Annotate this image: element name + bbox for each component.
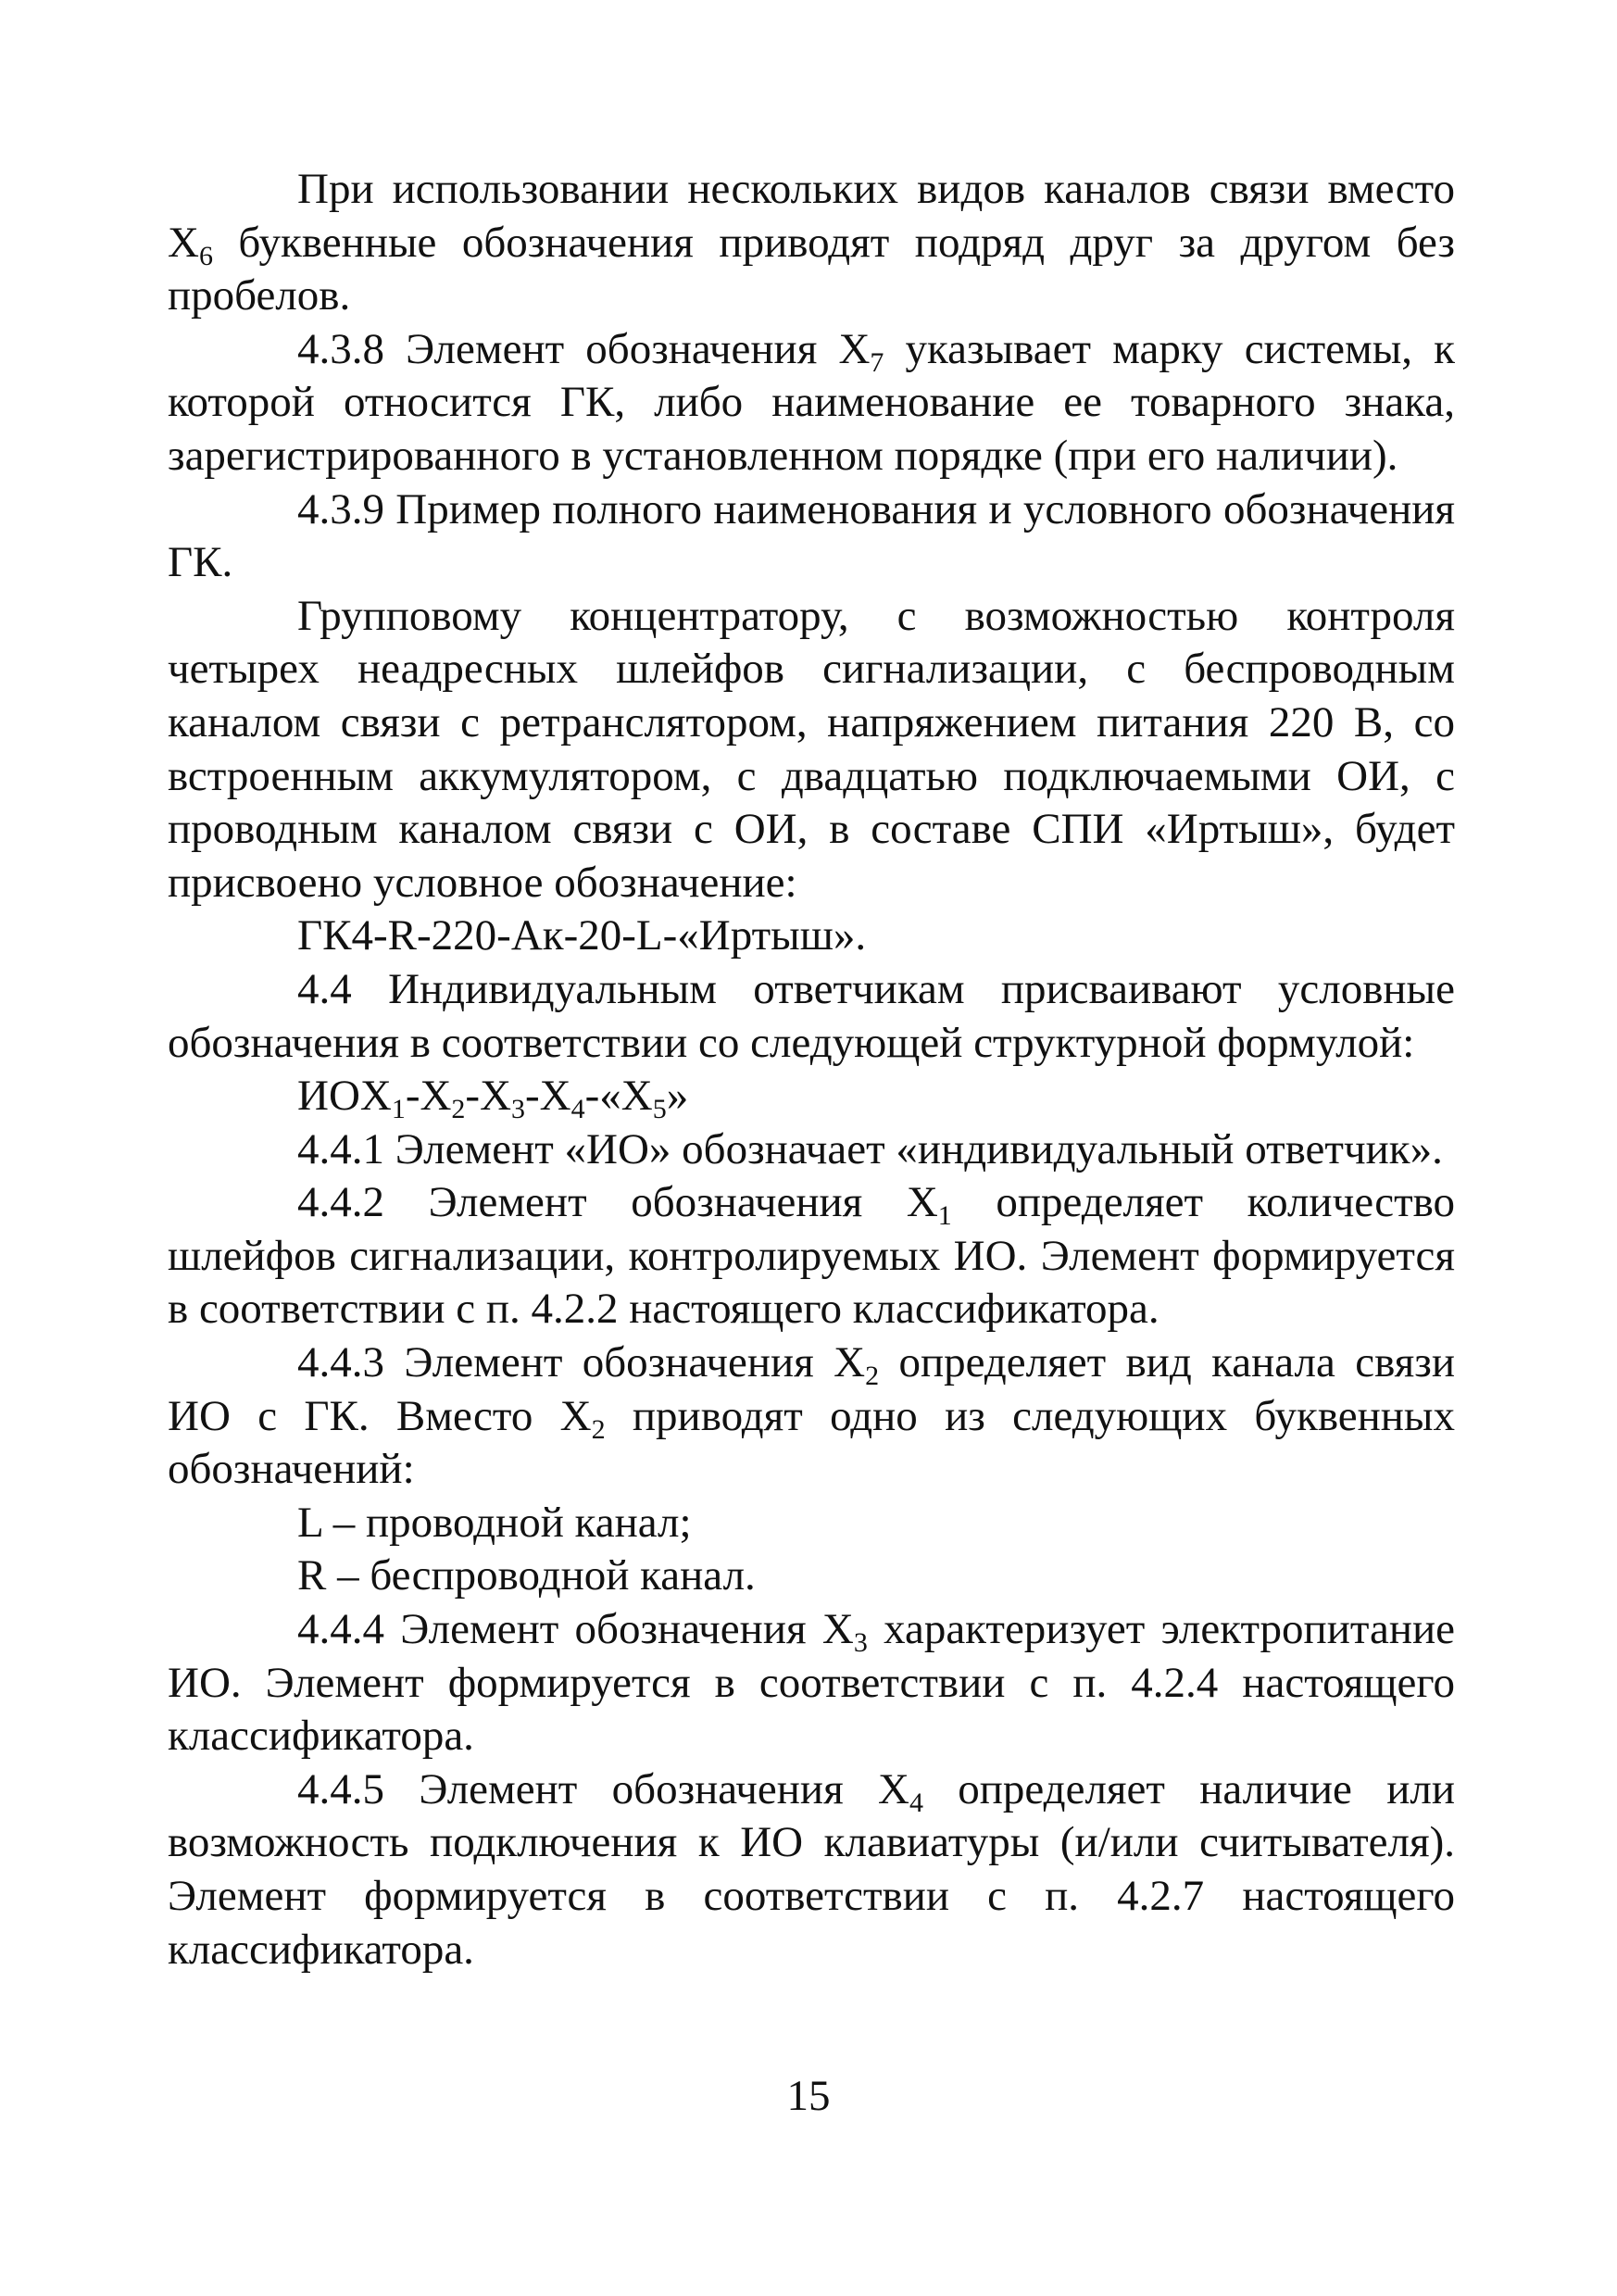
text-run: определяет вид канала связи ИО с ГК. Вместо X [168,1338,1455,1440]
text-run: 4.3.8 Элемент обозначения X [297,324,871,373]
subscript: 5 [652,1094,667,1125]
paragraph [168,590,1455,910]
text-run: определяет наличие или возможность подключения к ИО клавиатуры (и/или считывателя). Элемент формируется в соответствии с п. 4.2.7 настоящего классификатора. [168,1764,1455,1974]
text-run: буквенные обозначения приводят подряд друг за другом без пробелов. [168,218,1455,320]
text-run: -«X [584,1072,653,1121]
text-run: определяет количество шлейфов сигнализации, контролируемых ИО. Элемент формируется в соответствии с п. 4.2.2 настоящего классификатора. [168,1178,1456,1334]
paragraph [168,1497,1455,1550]
text-run: L – проводной канал; [297,1498,692,1547]
text-run: Групповому концентратору, с возможностью контроля четырех неадресных шлейфов сигнализации, с беспроводным каналом связи с ретранслятором, напряжением питания 220 В, со встроенным аккумулятором, с двадцатью подключаемыми ОИ, с проводным каналом связи с ОИ, в составе СПИ «Иртыш», будет присвоено условное обозначение: [168,591,1455,907]
paragraph [168,963,1455,1070]
text-run: 4.4.4 Элемент обозначения X [297,1605,854,1654]
text-run: -X [465,1072,512,1121]
text-run: характеризует электропитание ИО. Элемент формируется в соответствии с п. 4.2.4 настоящего классификатора. [168,1605,1455,1761]
page-number: 15 [786,2072,831,2120]
body-text [168,163,1455,1976]
paragraph [168,163,1455,323]
subscript: 3 [511,1094,526,1125]
paragraph [168,1070,1455,1123]
subscript: 7 [870,346,884,378]
text-run: указывает марку системы, к которой относится ГК, либо наименование ее товарного знака, зарегистрированного в установленном порядке (при его наличии). [168,324,1455,480]
paragraph [168,1763,1455,1976]
text-run: приводят одно из следующих буквенных обозначений: [168,1391,1455,1494]
subscript: 4 [909,1787,923,1818]
subscript: 2 [591,1413,606,1445]
paragraph [168,1123,1455,1177]
paragraph [168,1603,1455,1763]
subscript: 2 [865,1361,880,1392]
text-run: ИОX [297,1072,392,1121]
text-run: При использовании нескольких видов каналов связи вместо X [168,165,1455,267]
subscript: 2 [451,1094,466,1125]
text-run: 4.3.9 Пример полного наименования и условного обозначения ГК. [168,484,1455,587]
text-run: » [666,1072,689,1121]
paragraph [168,1176,1455,1336]
subscript: 6 [198,240,213,271]
paragraph [168,910,1455,963]
subscript: 1 [937,1200,952,1232]
subscript: 1 [391,1094,406,1125]
paragraph [168,323,1455,483]
text-run: 4.4.2 Элемент обозначения X [297,1178,938,1227]
text-run: R – беспроводной канал. [297,1551,756,1600]
paragraph [168,1336,1455,1497]
text-run: -X [405,1072,452,1121]
paragraph [168,483,1455,590]
text-run: 4.4.5 Элемент обозначения X [297,1764,909,1813]
text-run: 4.4.1 Элемент «ИО» обозначает «индивидуальный ответчик». [297,1124,1443,1173]
subscript: 3 [853,1627,868,1659]
text-run: -X [525,1072,571,1121]
text-run: 4.4.3 Элемент обозначения X [297,1338,866,1387]
subscript: 4 [570,1094,585,1125]
paragraph [168,1549,1455,1603]
text-run: 4.4 Индивидуальным ответчикам присваивают условные обозначения в соответствии со следующей структурной формулой: [168,964,1455,1067]
text-run: ГК4-R-220-Ак-20-L-«Иртыш». [297,911,867,960]
